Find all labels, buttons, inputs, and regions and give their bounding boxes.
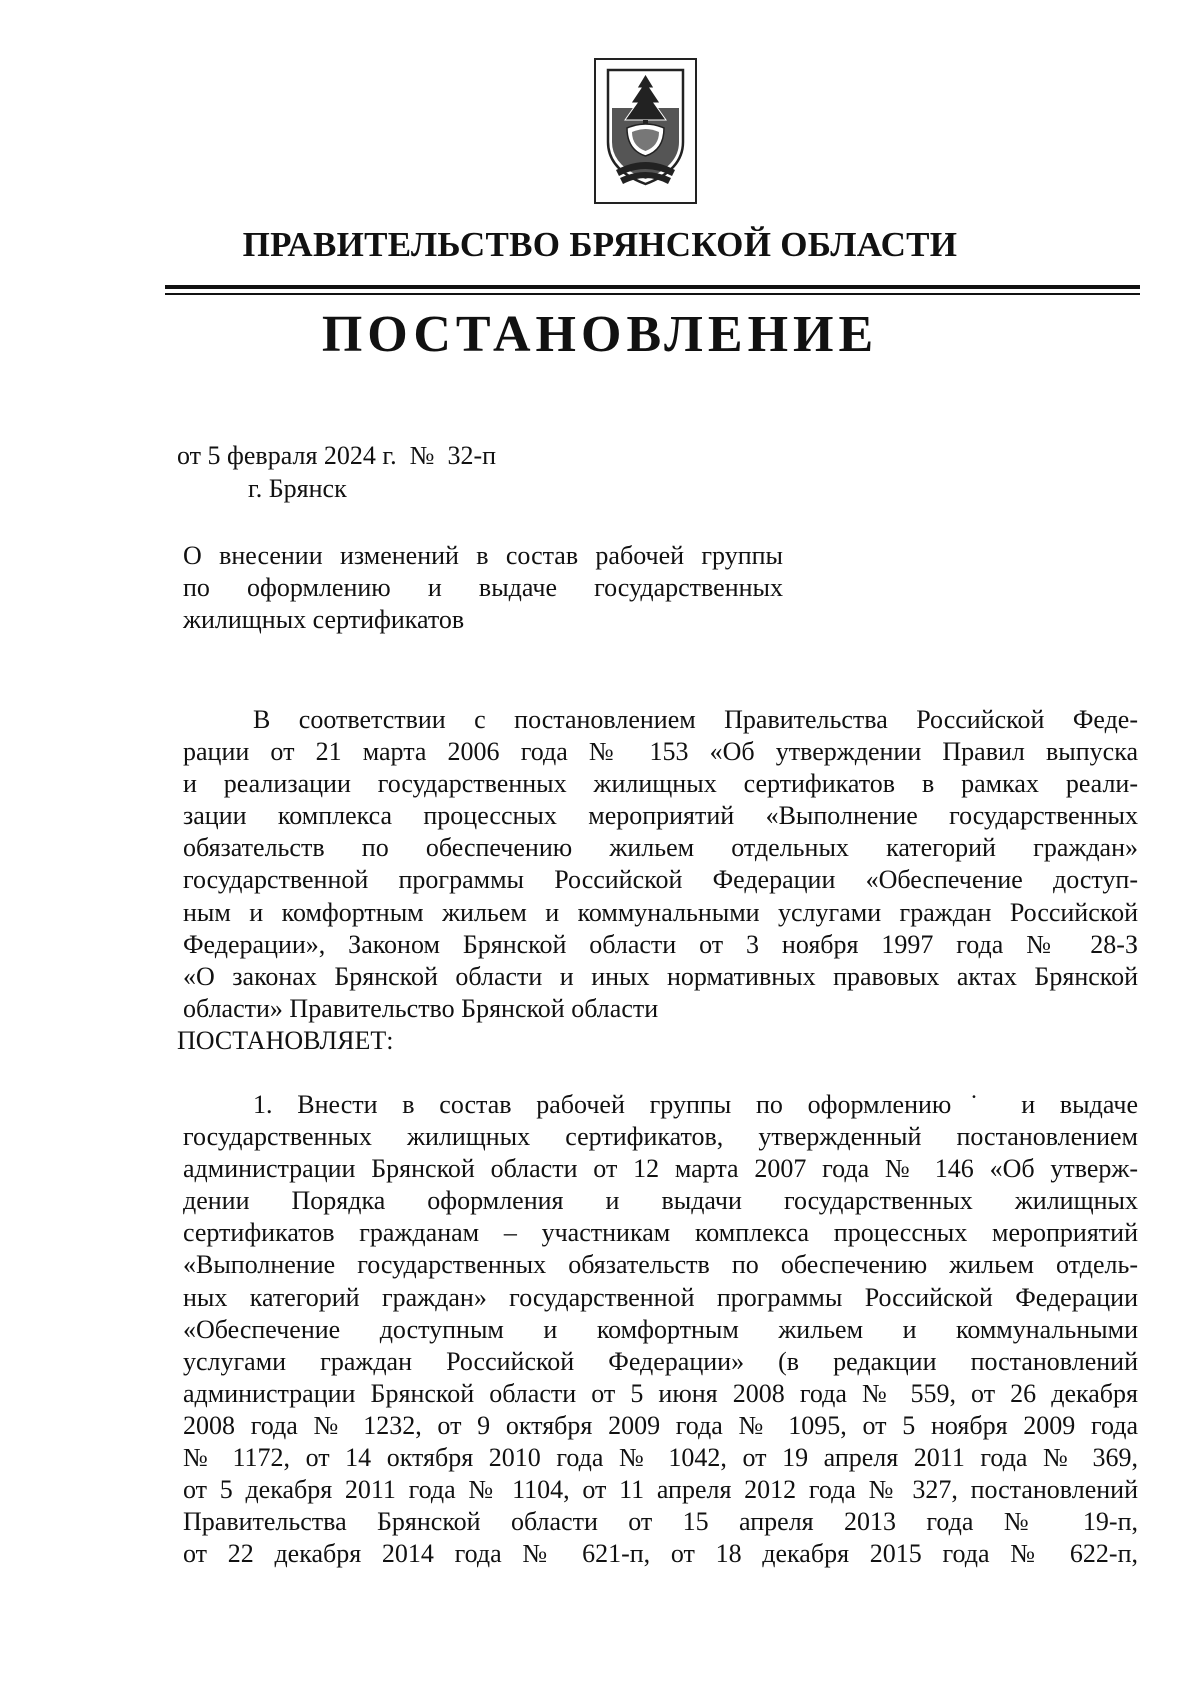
- paragraph-line: сертификатов гражданам – участникам комплекса процессных мероприятий: [183, 1218, 1138, 1248]
- paragraph-line: В соответствии с постановлением Правительства Российской Феде-: [253, 705, 1138, 734]
- decree-word: ПОСТАНОВЛЯЕТ:: [177, 1026, 394, 1055]
- paragraph-line: дении Порядка оформления и выдачи государственных жилищных: [183, 1186, 1138, 1216]
- subject-line: по оформлению и выдаче государственных: [183, 573, 783, 602]
- date-prefix: от: [177, 441, 202, 470]
- subject-line: О внесении изменений в состав рабочей группы: [183, 541, 783, 570]
- paragraph-line: от 22 декабря 2014 года № 621-п, от 18 декабря 2015 года № 622-п,: [183, 1539, 1138, 1569]
- paragraph-line: рации от 21 марта 2006 года № 153 «Об утверждении Правил выпуска: [183, 737, 1138, 767]
- paragraph-line: услугами граждан Российской Федерации» (в редакции постановлений: [183, 1346, 1138, 1376]
- header-divider-thick: [165, 285, 1140, 289]
- paragraph-line: «Выполнение государственных обязательств по обеспечению жильем отдель-: [183, 1250, 1138, 1280]
- paragraph-line: государственной программы Российской Федерации «Обеспечение доступ-: [183, 865, 1138, 895]
- paragraph-line: «О законах Брянской области и иных нормативных правовых актах Брянской: [183, 961, 1138, 991]
- paragraph-line: Правительства Брянской области от 15 апреля 2013 года № 19-п,: [183, 1507, 1138, 1537]
- paragraph-line: зации комплекса процессных мероприятий «Выполнение государственных: [183, 801, 1138, 831]
- document-number: 32-п: [447, 441, 497, 470]
- subject-line: жилищных сертификатов: [183, 605, 465, 634]
- document-date: 5 февраля 2024 г.: [207, 441, 397, 470]
- paragraph-line: Федерации», Законом Брянской области от 3 ноября 1997 года № 28-З: [183, 929, 1138, 959]
- paragraph-line: от 5 декабря 2011 года № 1104, от 11 апреля 2012 года № 327, постановлений: [183, 1475, 1138, 1505]
- item-1-paragraph: [183, 1089, 1138, 1570]
- date-line: [177, 441, 496, 471]
- paragraph-line: администрации Брянской области от 12 марта 2007 года № 146 «Об утверж-: [183, 1154, 1138, 1184]
- paragraph-line: и реализации государственных жилищных сертификатов в рамках реали-: [183, 769, 1138, 799]
- paragraph-line: области» Правительство Брянской области: [183, 993, 659, 1023]
- paragraph-line: администрации Брянской области от 5 июня 2008 года № 559, от 26 декабря: [183, 1378, 1138, 1408]
- paragraph-line: 2008 года № 1232, от 9 октября 2009 года № 1095, от 5 ноября 2009 года: [183, 1410, 1138, 1440]
- city: г. Брянск: [248, 474, 347, 503]
- number-sign: №: [409, 441, 435, 470]
- paragraph-line: ным и комфортным жильем и коммунальными услугами граждан Российской: [183, 897, 1138, 927]
- paragraph-line: «Обеспечение доступным и комфортным жильем и коммунальными: [183, 1314, 1138, 1344]
- organization-title: ПРАВИТЕЛЬСТВО БРЯНСКОЙ ОБЛАСТИ: [242, 225, 958, 264]
- preamble-paragraph: [183, 704, 1138, 1025]
- paragraph-line: № 1172, от 14 октября 2010 года № 1042, от 19 апреля 2011 года № 369,: [183, 1443, 1138, 1473]
- paragraph-line: ных категорий граждан» государственной программы Российской Федерации: [183, 1282, 1138, 1312]
- paragraph-line: 1. Внести в состав рабочей группы по оформлению˙ и выдаче: [253, 1090, 1138, 1119]
- document-type-title: ПОСТАНОВЛЕНИЕ: [321, 306, 879, 363]
- bryansk-coat-of-arms-icon: [594, 58, 697, 204]
- document-subject: [183, 540, 783, 636]
- paragraph-line: государственных жилищных сертификатов, утвержденный постановлением: [183, 1122, 1138, 1152]
- header-divider-thin: [165, 293, 1140, 295]
- paragraph-line: обязательств по обеспечению жильем отдельных категорий граждан»: [183, 833, 1138, 863]
